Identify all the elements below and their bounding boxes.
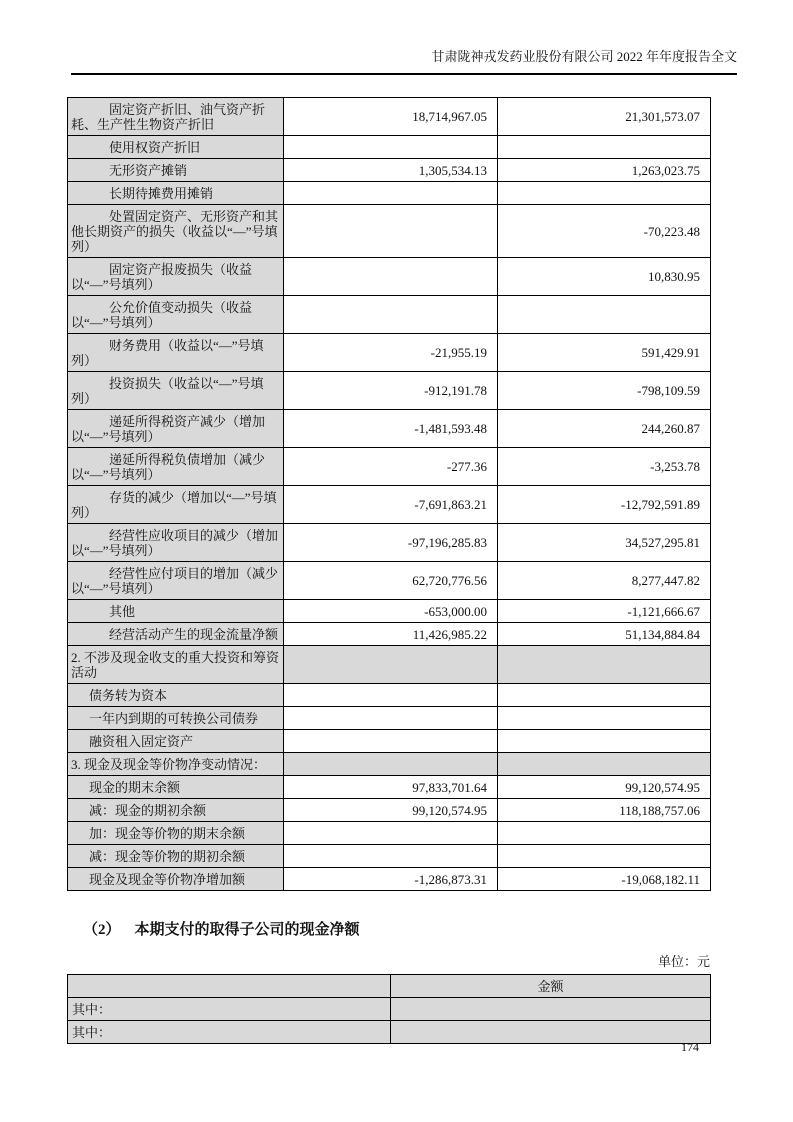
row-label: 其中： [68,998,391,1021]
value-prior-period [498,845,711,868]
table-row [68,334,711,372]
table-row [68,776,711,799]
table-row [68,822,711,845]
row-label: 债务转为资本 [68,684,284,707]
unit-label: 单位：元 [657,954,710,969]
row-label: 存货的减少（增加以“—”号填列） [68,486,284,524]
table-row [68,372,711,410]
value-prior-period [498,707,711,730]
table-row [68,799,711,822]
row-label: 固定资产报废损失（收益以“—”号填列） [68,258,284,296]
table-row [68,623,711,646]
table-row [68,98,711,136]
table-header-row [68,975,711,998]
row-label: 使用权资产折旧 [68,136,284,159]
value-current-period: -277.36 [284,448,498,486]
value-current-period: -97,196,285.83 [284,524,498,562]
value-current-period: -653,000.00 [284,600,498,623]
row-label: 减：现金等价物的期初余额 [68,845,284,868]
row-label: 现金及现金等价物净增加额 [68,868,284,891]
value-prior-period: -12,792,591.89 [498,486,711,524]
value-prior-period: 21,301,573.07 [498,98,711,136]
value-prior-period [498,136,711,159]
value-prior-period: -1,121,666.67 [498,600,711,623]
value-prior-period: 99,120,574.95 [498,776,711,799]
subsidiary-cash-table [67,974,711,1044]
value-current-period [284,707,498,730]
value-current-period: 1,305,534.13 [284,159,498,182]
header-divider [71,73,737,75]
value-current-period: -7,691,863.21 [284,486,498,524]
table-row [68,1021,711,1044]
table-row [68,410,711,448]
value-prior-period: 10,830.95 [498,258,711,296]
table-row [68,707,711,730]
cash-flow-table [67,97,711,891]
value-current-period [284,136,498,159]
table-row [68,600,711,623]
row-label: 长期待摊费用摊销 [68,182,284,205]
row-label: 3. 现金及现金等价物净变动情况： [68,753,284,776]
row-label: 经营性应付项目的增加（减少以“—”号填列） [68,562,284,600]
value-prior-period [498,296,711,334]
value-prior-period [498,646,711,684]
row-label: 财务费用（收益以“—”号填列） [68,334,284,372]
value-current-period: 11,426,985.22 [284,623,498,646]
table-row [68,296,711,334]
row-label: 投资损失（收益以“—”号填列） [68,372,284,410]
table-row [68,868,711,891]
value-current-period [284,182,498,205]
value-prior-period: 8,277,447.82 [498,562,711,600]
amount-value [391,998,711,1021]
value-current-period [284,205,498,258]
row-label: 一年内到期的可转换公司债券 [68,707,284,730]
value-prior-period [498,753,711,776]
table-row [68,448,711,486]
section-heading [83,918,710,939]
value-prior-period [498,822,711,845]
value-prior-period: 51,134,884.84 [498,623,711,646]
table-row [68,684,711,707]
table-row [68,136,711,159]
row-label: 递延所得税负债增加（减少以“—”号填列） [68,448,284,486]
row-label: 固定资产折旧、油气资产折耗、生产性生物资产折旧 [68,98,284,136]
section-number: （2） [83,922,121,938]
value-current-period [284,646,498,684]
table-row [68,182,711,205]
blank-header-cell [68,975,391,998]
value-current-period [284,845,498,868]
row-label: 处置固定资产、无形资产和其他长期资产的损失（收益以“—”号填列） [68,205,284,258]
value-current-period: 97,833,701.64 [284,776,498,799]
table-row [68,845,711,868]
section-title: 本期支付的取得子公司的现金净额 [134,922,360,938]
page-content [67,97,710,1044]
table-row [68,258,711,296]
row-label: 其中： [68,1021,391,1044]
amount-column-header: 金额 [391,975,711,998]
table-row [68,998,711,1021]
table-row-section [68,646,711,684]
value-current-period: 18,714,967.05 [284,98,498,136]
table-row [68,730,711,753]
row-label: 加：现金等价物的期末余额 [68,822,284,845]
value-prior-period: -798,109.59 [498,372,711,410]
row-label: 其他 [68,600,284,623]
value-current-period [284,822,498,845]
value-prior-period [498,730,711,753]
row-label: 融资租入固定资产 [68,730,284,753]
value-prior-period [498,684,711,707]
row-label: 经营活动产生的现金流量净额 [68,623,284,646]
value-prior-period: -3,253.78 [498,448,711,486]
value-current-period: -912,191.78 [284,372,498,410]
row-label: 2. 不涉及现金收支的重大投资和筹资活动 [68,646,284,684]
table-row [68,486,711,524]
table-row-section [68,753,711,776]
value-current-period: -1,286,873.31 [284,868,498,891]
row-label: 减：现金的期初余额 [68,799,284,822]
value-prior-period: 244,260.87 [498,410,711,448]
row-label: 经营性应收项目的减少（增加以“—”号填列） [68,524,284,562]
value-current-period: 62,720,776.56 [284,562,498,600]
value-current-period: 99,120,574.95 [284,799,498,822]
value-prior-period: 1,263,023.75 [498,159,711,182]
table-row [68,159,711,182]
row-label: 现金的期末余额 [68,776,284,799]
value-prior-period: -19,068,182.11 [498,868,711,891]
row-label: 公允价值变动损失（收益以“—”号填列） [68,296,284,334]
value-current-period [284,753,498,776]
value-prior-period: 118,188,757.06 [498,799,711,822]
value-current-period [284,730,498,753]
value-prior-period: 34,527,295.81 [498,524,711,562]
row-label: 无形资产摊销 [68,159,284,182]
value-current-period [284,296,498,334]
table-row [68,562,711,600]
value-prior-period: 591,429.91 [498,334,711,372]
value-prior-period [498,182,711,205]
value-current-period [284,684,498,707]
value-current-period [284,258,498,296]
value-prior-period: -70,223.48 [498,205,711,258]
value-current-period: -1,481,593.48 [284,410,498,448]
table-row [68,524,711,562]
row-label: 递延所得税资产减少（增加以“—”号填列） [68,410,284,448]
value-current-period: -21,955.19 [284,334,498,372]
page-number: 174 [681,1040,699,1054]
table-row [68,205,711,258]
document-header-title: 甘肃陇神戎发药业股份有限公司 2022 年年度报告全文 [431,49,737,64]
